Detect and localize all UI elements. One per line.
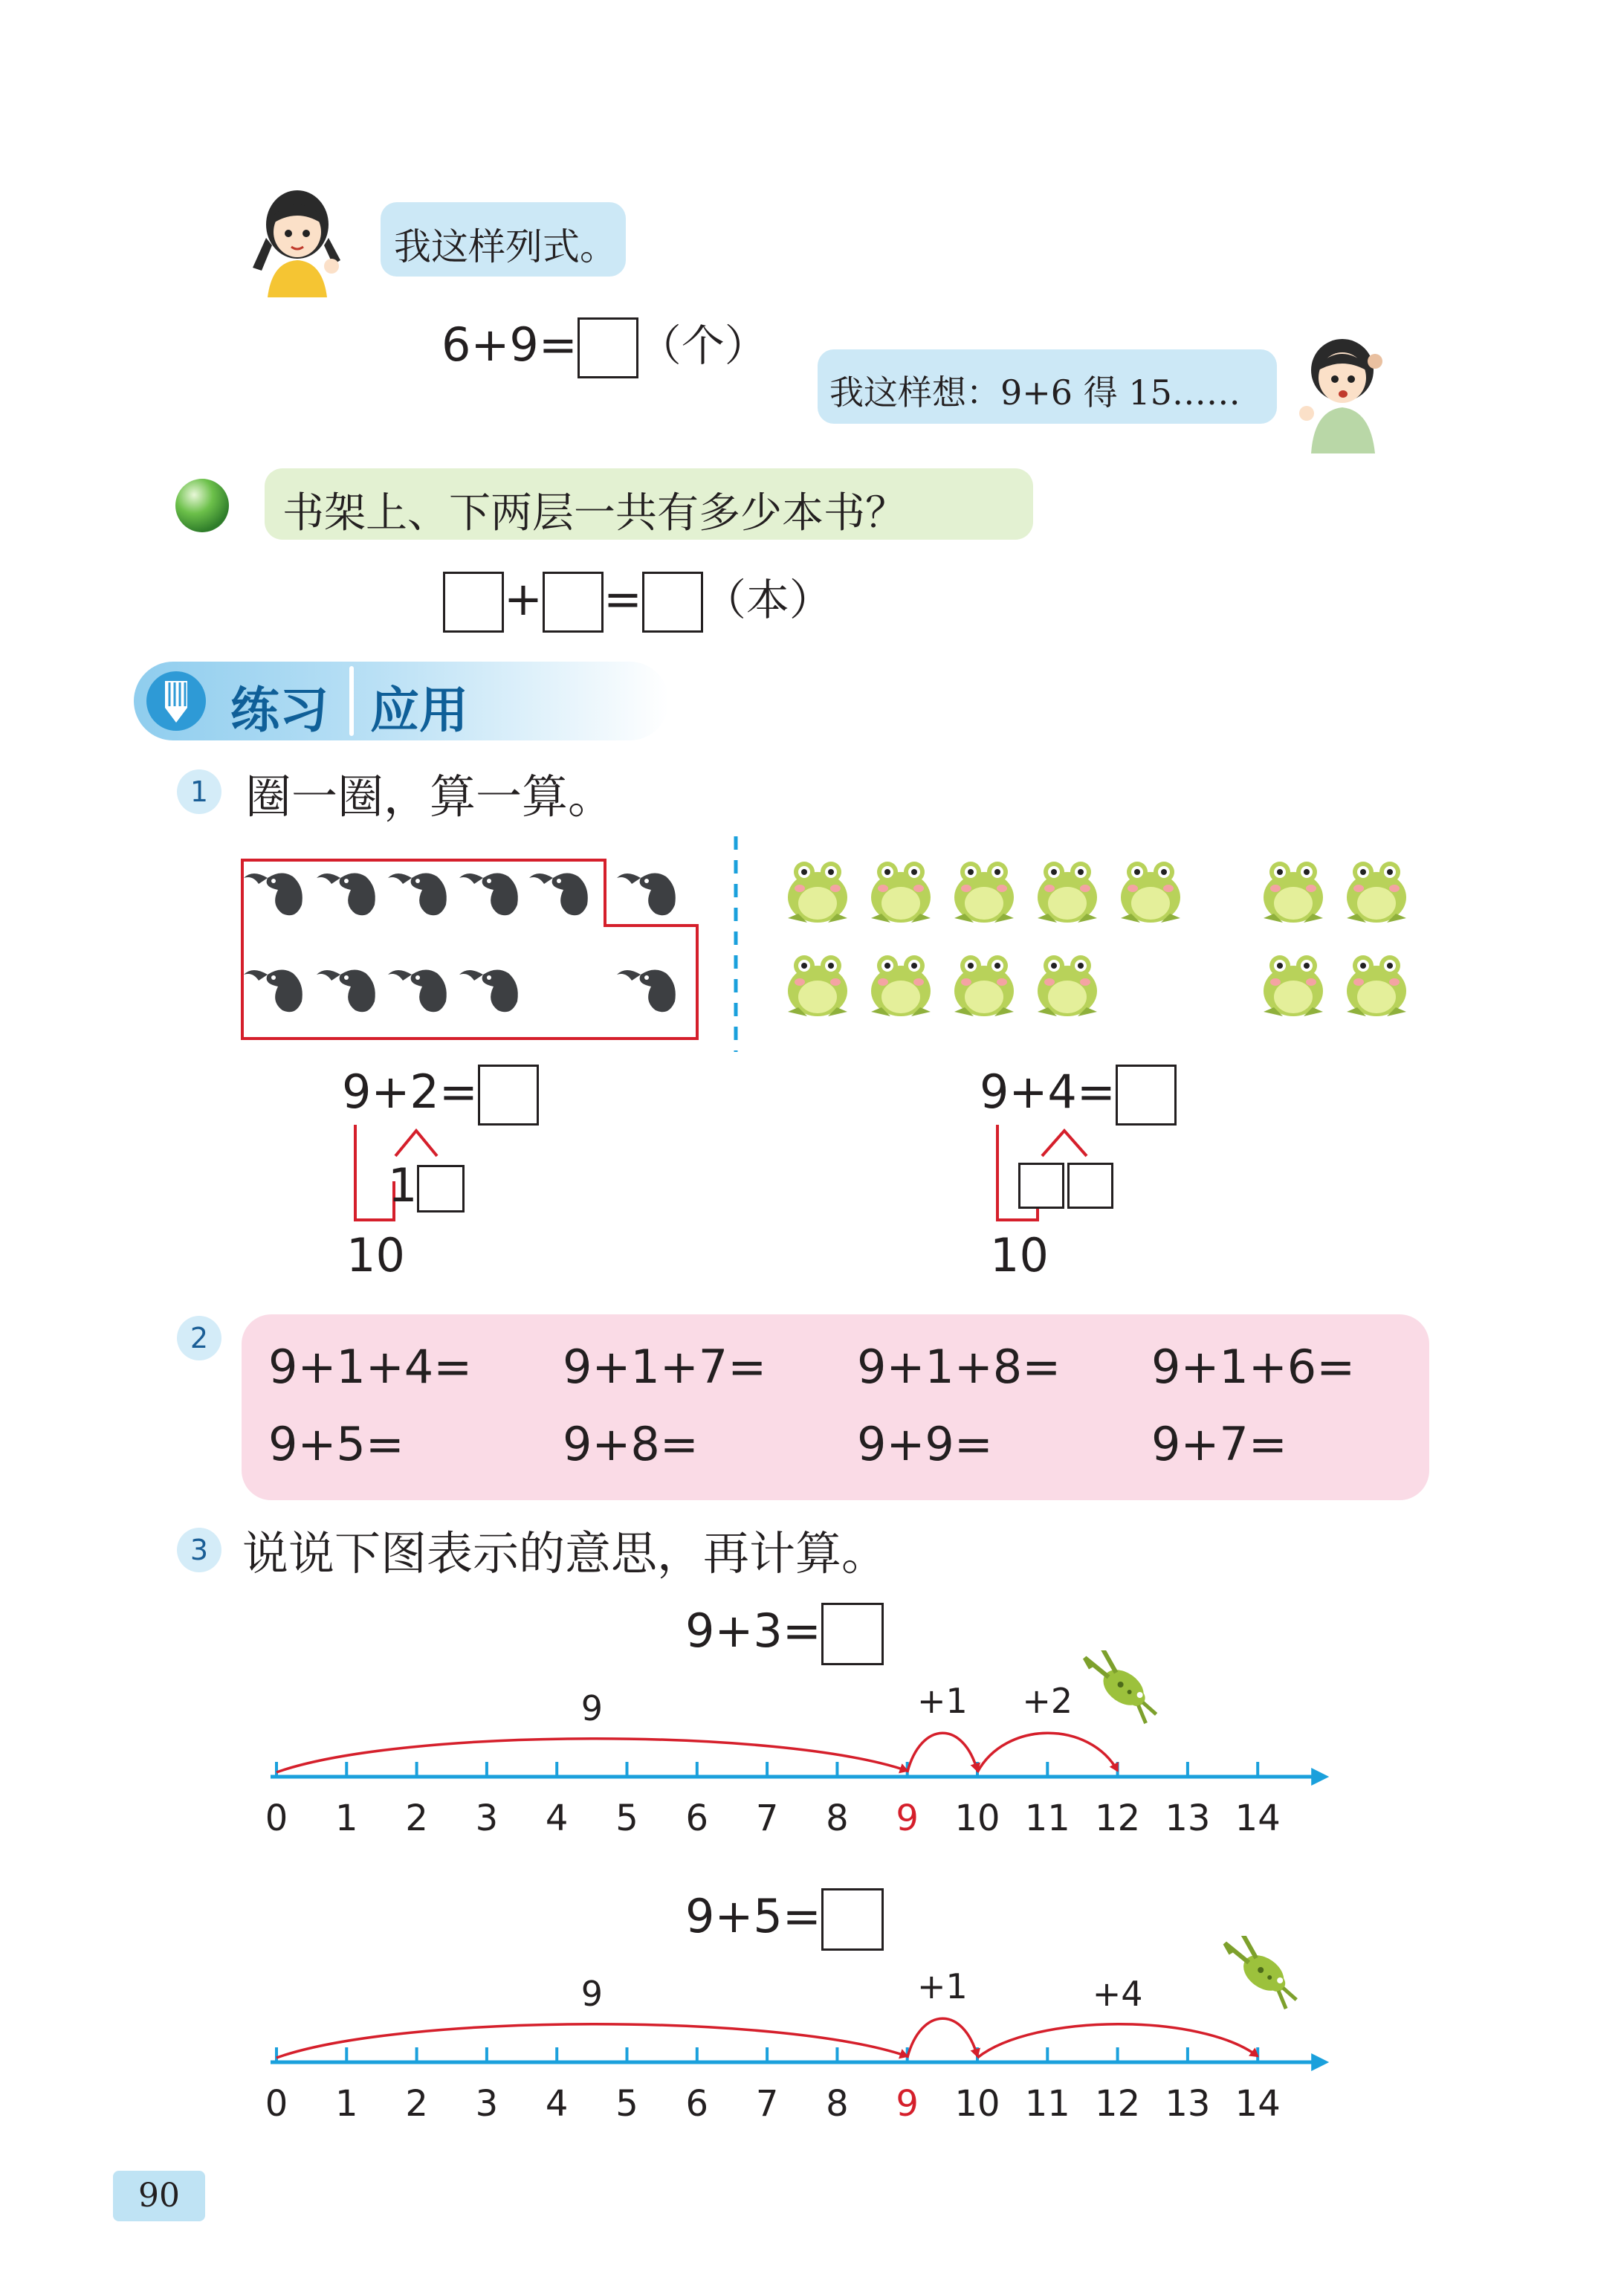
left-equation [342, 1065, 539, 1126]
tadpole-icon [529, 873, 588, 915]
answer-box[interactable] [1067, 1163, 1113, 1209]
section-header [134, 662, 669, 740]
expr-r1c3: 9+1+8= [857, 1340, 1061, 1394]
question-banner [265, 468, 1033, 540]
exercise-3-instruction: 说说下图表示的意思，再计算。 [242, 1526, 888, 1580]
tadpole-icon [617, 873, 676, 915]
jump-arc [276, 2024, 908, 2058]
section-title-right: 应用 [370, 682, 468, 739]
intro-expr: 6+9= [441, 317, 578, 372]
frog-icon [1347, 955, 1406, 1016]
girl-avatar [1292, 327, 1392, 453]
tick-label: 11 [1024, 2083, 1070, 2125]
tadpole-icon [388, 873, 447, 915]
exercise-number-2: 2 [177, 1316, 221, 1360]
split-number: 1 [388, 1158, 418, 1212]
tick-label: 2 [405, 2083, 428, 2125]
answer-box[interactable] [1116, 1065, 1177, 1126]
tick-label: 14 [1235, 1798, 1281, 1839]
tick-label: 10 [954, 1798, 1000, 1839]
tick-label: 5 [615, 1798, 638, 1839]
right-equation [980, 1065, 1177, 1126]
page-number: 90 [138, 2177, 180, 2215]
tick-label: 12 [1095, 2083, 1141, 2125]
arc-label: +1 [916, 1681, 968, 1721]
jumping-frog-icon [1225, 1936, 1296, 2009]
tick-label: 13 [1165, 2083, 1211, 2125]
plus-sign: + [504, 572, 543, 626]
tick-label: 9 [896, 1798, 919, 1839]
exercise-number-3: 3 [177, 1528, 221, 1572]
arc-label: +4 [1092, 1974, 1143, 2014]
tick-label: 7 [755, 1798, 779, 1839]
jump-arc [908, 1733, 977, 1772]
expr-r1c4: 9+1+6= [1151, 1340, 1356, 1394]
exercise-1-figure [230, 829, 1434, 1052]
right-ten: 10 [990, 1228, 1049, 1282]
right-expr: 9+4= [980, 1065, 1116, 1120]
frog-icon [1264, 862, 1323, 923]
tick-label: 10 [954, 2083, 1000, 2125]
expr-r2c1: 9+5= [268, 1417, 404, 1471]
girl-avatar [238, 178, 349, 297]
tick-label: 0 [265, 1798, 288, 1839]
exercise-1-instruction: 圈一圈，算一算。 [245, 769, 615, 824]
tick-label: 0 [265, 2083, 288, 2125]
frog-icon [871, 955, 931, 1016]
tick-label: 4 [545, 2083, 569, 2125]
tadpole-icon [317, 969, 375, 1012]
tick-label: 5 [615, 2083, 638, 2125]
tick-label: 2 [405, 1798, 428, 1839]
frog-icon [1038, 862, 1097, 923]
page-number-badge [113, 2171, 205, 2221]
tick-label: 8 [826, 1798, 849, 1839]
line2-expr: 9+5= [685, 1889, 821, 1944]
number-line-1 [0, 1650, 1624, 1844]
speech-bubble-2 [818, 349, 1277, 424]
answer-box[interactable] [543, 572, 604, 633]
jump-arc [908, 2018, 977, 2058]
tick-label: 6 [685, 2083, 709, 2125]
tadpole-icon [388, 969, 447, 1012]
tadpole-icon [317, 873, 375, 915]
expr-r2c4: 9+7= [1151, 1417, 1287, 1471]
tick-label: 11 [1024, 1798, 1070, 1839]
expr-r2c2: 9+8= [563, 1417, 699, 1471]
speech-bubble-1 [381, 202, 626, 277]
tadpole-icon [617, 969, 676, 1012]
frog-icon [954, 955, 1014, 1016]
frog-icon [788, 862, 847, 923]
intro-unit: （个） [638, 320, 768, 371]
exercise-2-panel [242, 1314, 1429, 1500]
arc-label: 9 [580, 1974, 603, 2014]
number-line-2 [0, 1936, 1624, 2129]
axis-arrow [1311, 1768, 1329, 1786]
tick-label: 6 [685, 1798, 709, 1839]
section-divider [349, 666, 354, 736]
answer-box[interactable] [443, 572, 504, 633]
bookshelf-equation [443, 565, 832, 633]
section-title-left: 练习 [230, 682, 329, 739]
frog-icon [954, 862, 1014, 923]
frog-icon [1264, 955, 1323, 1016]
axis-arrow [1311, 2053, 1329, 2071]
tick-label: 3 [475, 2083, 499, 2125]
frog-icon [1347, 862, 1406, 923]
jump-arc [276, 1739, 908, 1772]
answer-box[interactable] [417, 1165, 465, 1212]
right-split-boxes [1018, 1163, 1113, 1209]
arc-label: +2 [1022, 1681, 1073, 1721]
frog-icon [1038, 955, 1097, 1016]
arc-label: +1 [916, 1966, 968, 2006]
frog-icon [871, 862, 931, 923]
speech-text-1: 我这样列式。 [394, 225, 617, 268]
frog-icon [788, 955, 847, 1016]
tick-label: 13 [1165, 1798, 1211, 1839]
expr-r1c2: 9+1+7= [563, 1340, 767, 1394]
line1-expr: 9+3= [685, 1604, 821, 1659]
pencil-icon [144, 669, 208, 733]
expr-r2c3: 9+9= [857, 1417, 993, 1471]
tick-label: 1 [335, 2083, 358, 2125]
bookshelf-unit: （本） [702, 575, 832, 625]
left-split [388, 1158, 465, 1212]
answer-box[interactable] [642, 572, 703, 633]
tick-label: 3 [475, 1798, 499, 1839]
tadpole-icon [244, 969, 303, 1012]
answer-box[interactable] [1018, 1163, 1064, 1209]
answer-box[interactable] [478, 1065, 539, 1126]
tadpole-icon [244, 873, 303, 915]
equals-sign: = [603, 572, 642, 626]
tick-label: 4 [545, 1798, 569, 1839]
bookshelf-question: 书架上、下两层一共有多少本书？ [282, 489, 907, 537]
left-expr: 9+2= [342, 1065, 478, 1120]
tadpole-icon [459, 873, 518, 915]
frog-icon [1121, 862, 1180, 923]
left-ten: 10 [346, 1228, 405, 1282]
exercise-number-1: 1 [177, 769, 221, 814]
green-ball-icon [172, 476, 232, 535]
arc-label: 9 [580, 1688, 603, 1728]
tick-label: 7 [755, 2083, 779, 2125]
circle-ten-outline [242, 860, 697, 1039]
jumping-frog-icon [1085, 1650, 1156, 1723]
tick-label: 9 [896, 2083, 919, 2125]
tick-label: 8 [826, 2083, 849, 2125]
expr-r1c1: 9+1+4= [268, 1340, 473, 1394]
speech-text-2: 我这样想：9+6 得 15…… [829, 372, 1240, 413]
intro-equation [441, 311, 768, 378]
tick-label: 12 [1095, 1798, 1141, 1839]
tick-label: 14 [1235, 2083, 1281, 2125]
tick-label: 1 [335, 1798, 358, 1839]
tadpole-icon [459, 969, 518, 1012]
answer-box[interactable] [578, 317, 638, 378]
